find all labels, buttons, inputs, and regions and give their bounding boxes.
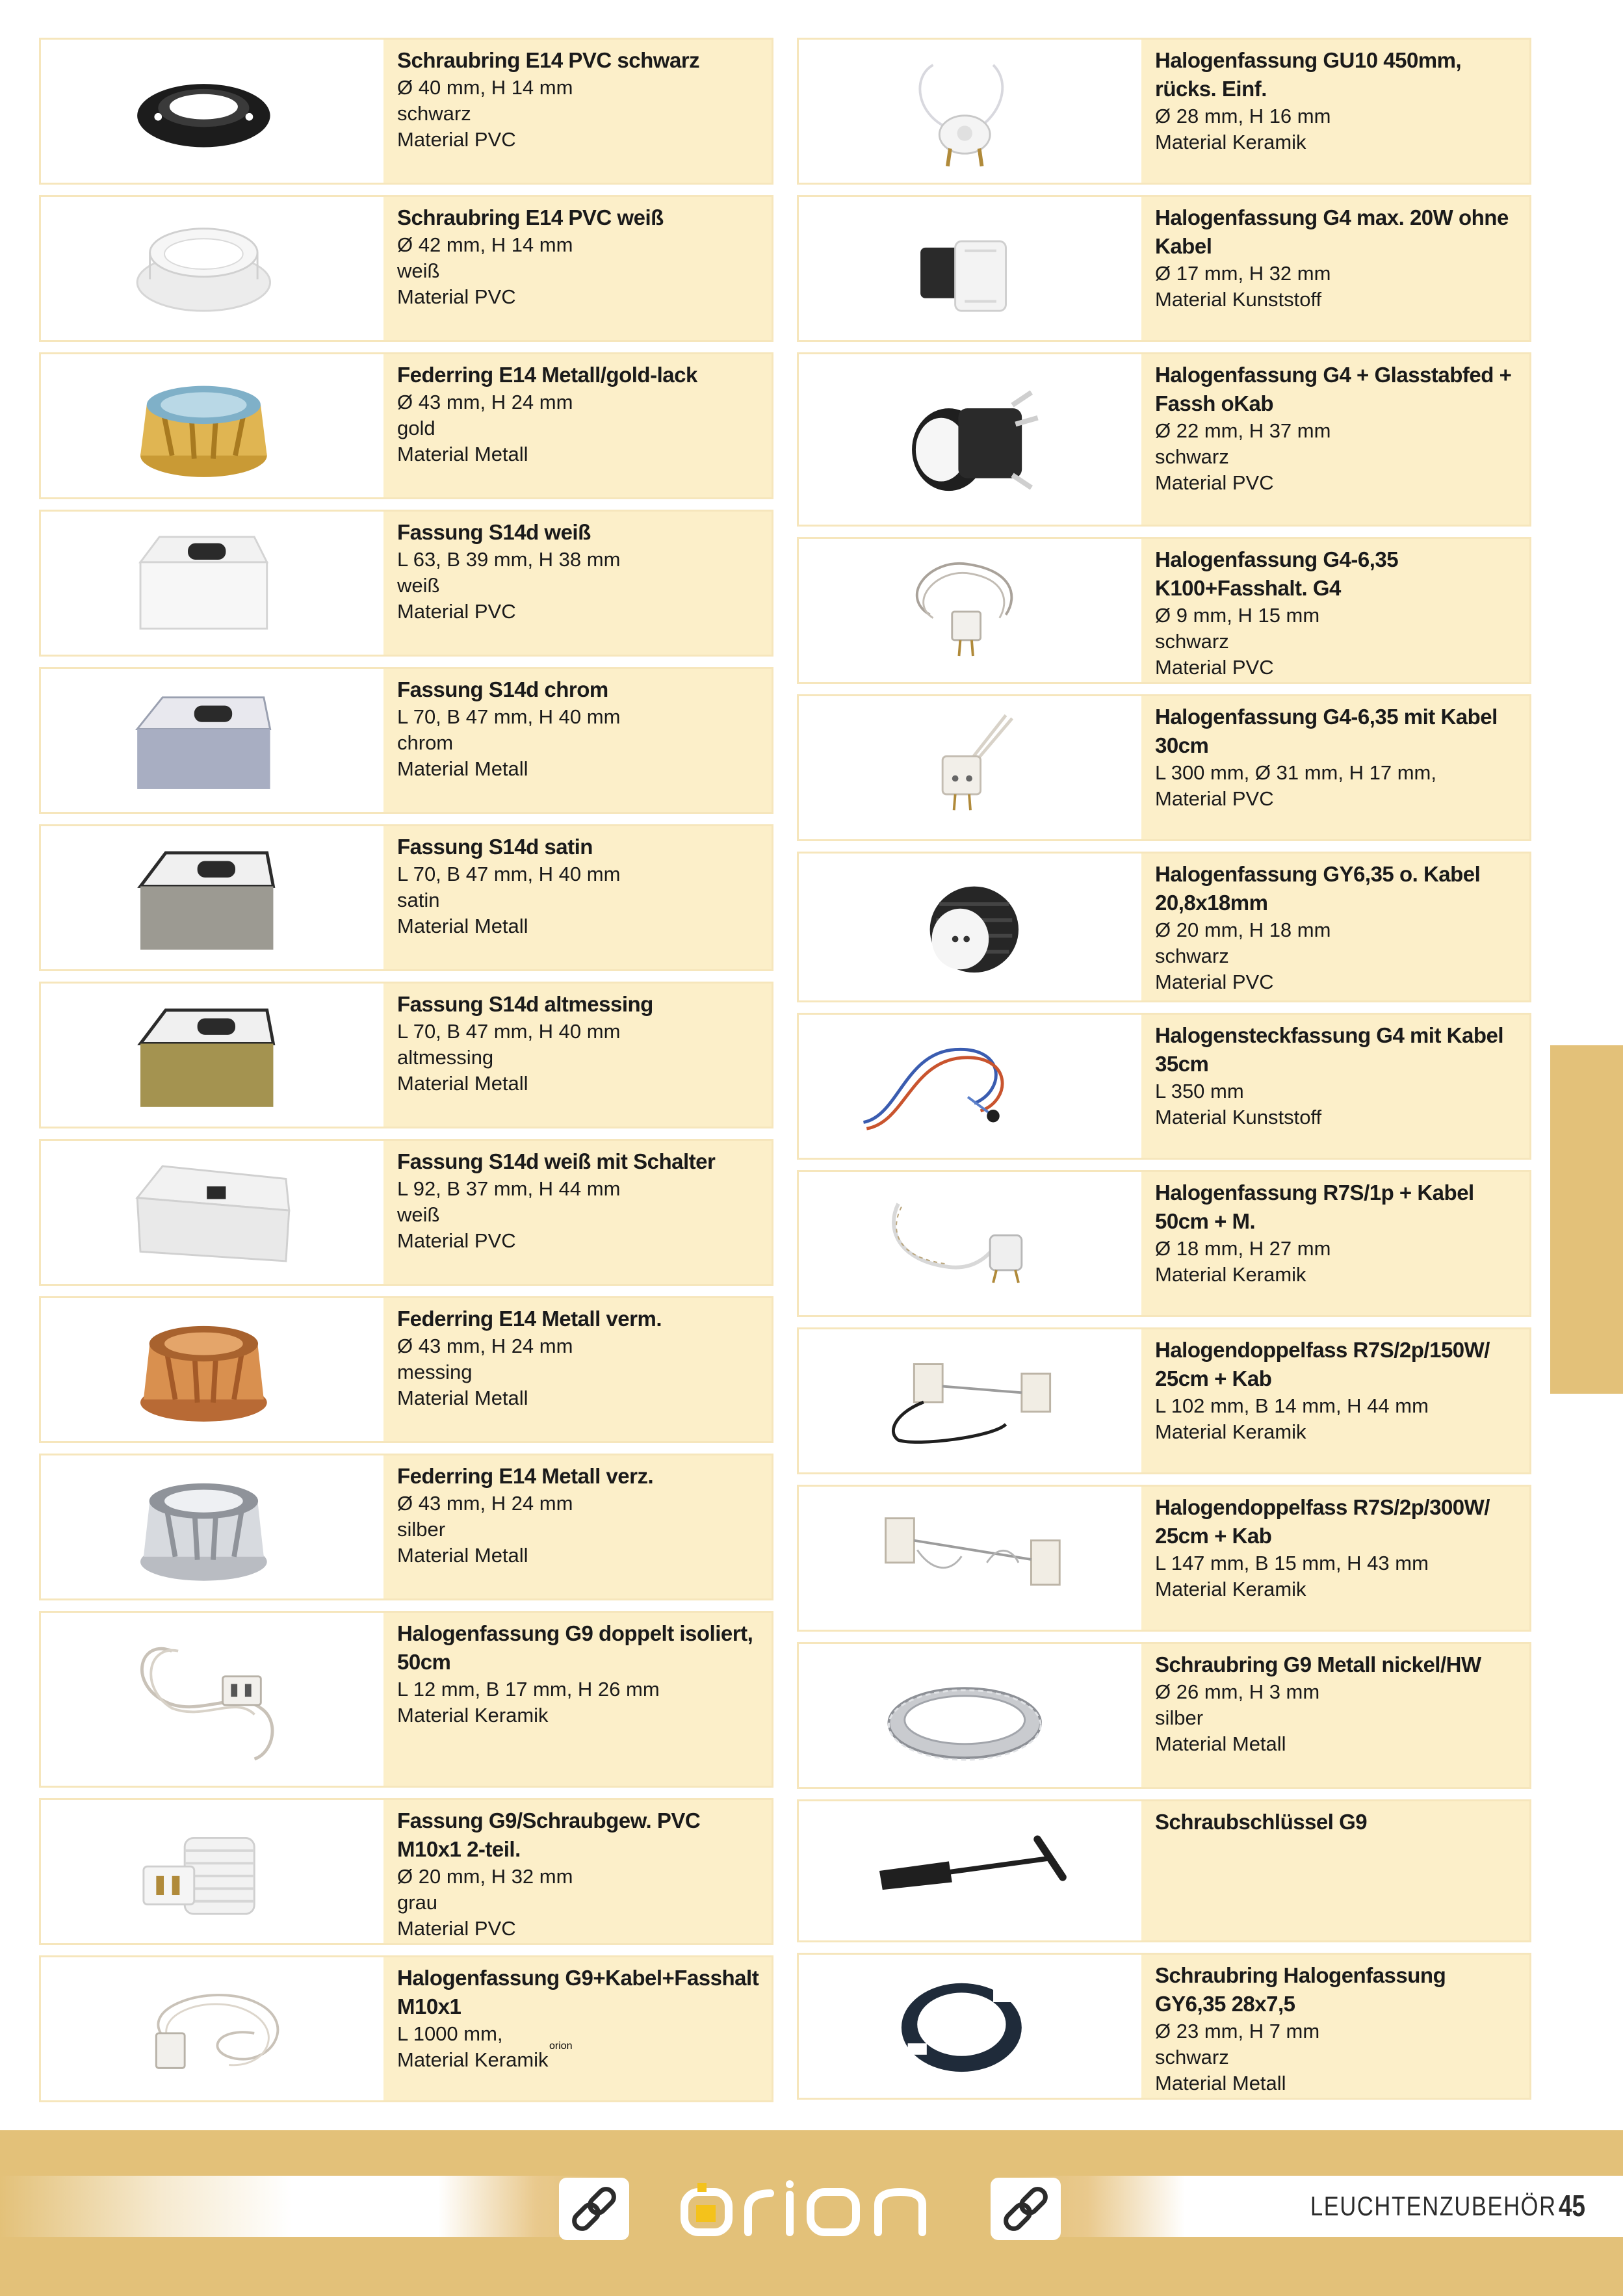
product-image: [41, 512, 383, 655]
product-material: Material Kunststoff: [1155, 288, 1322, 311]
product-dimensions: L 147 mm, B 15 mm, H 43 mm: [1155, 1552, 1429, 1574]
product-card[interactable]: [39, 1296, 773, 1443]
product-color: weiß: [397, 574, 440, 597]
product-card[interactable]: [797, 38, 1531, 185]
product-color: satin: [397, 889, 440, 911]
product-card[interactable]: [797, 1485, 1531, 1632]
g9-cable-socket-icon: [41, 1613, 383, 1786]
product-name: Fassung G9/Schraubgew. PVC M10x1 2-teil.: [397, 1808, 701, 1861]
product-image: [41, 669, 383, 812]
product-color: chrom: [397, 731, 454, 754]
product-card[interactable]: [39, 1955, 773, 2102]
product-color: grau: [397, 1891, 438, 1914]
product-color: weiß: [397, 1203, 440, 1226]
product-color: gold: [397, 417, 435, 439]
product-image: [41, 984, 383, 1127]
product-material: Material PVC: [397, 1229, 516, 1252]
g9-metal-ring-icon: [799, 1644, 1141, 1787]
copper-spring-ring-icon: [41, 1298, 383, 1441]
product-name: Schraubring Halogenfassung GY6,35 28x7,5: [1155, 1963, 1446, 2016]
product-card[interactable]: [797, 1953, 1531, 2100]
product-name: Federring E14 Metall verz.: [397, 1464, 654, 1488]
product-name: Fassung S14d altmessing: [397, 992, 653, 1016]
chain-link-icon: [559, 2178, 629, 2240]
product-card[interactable]: [797, 1642, 1531, 1789]
product-name: Halogenfassung G4-6,35 K100+Fasshalt. G4: [1155, 547, 1399, 600]
white-socket-switch-icon: [41, 1141, 383, 1284]
product-name: Schraubring E14 PVC schwarz: [397, 48, 700, 72]
product-material: Material Metall: [1155, 2072, 1286, 2094]
product-dimensions: Ø 40 mm, H 14 mm: [397, 76, 573, 99]
footer-band-top: [0, 2130, 1623, 2176]
product-card[interactable]: [797, 852, 1531, 1002]
product-dimensions: Ø 18 mm, H 27 mm: [1155, 1237, 1331, 1260]
gy635-ring-icon: [799, 1955, 1141, 2098]
product-material: Material Metall: [1155, 1732, 1286, 1755]
product-image: [799, 854, 1141, 1000]
product-image: [41, 40, 383, 183]
product-card[interactable]: [39, 1454, 773, 1600]
product-color: schwarz: [1155, 445, 1229, 468]
g4-cable-socket-icon: [799, 539, 1141, 682]
product-image: [799, 40, 1141, 183]
product-dimensions: Ø 28 mm, H 16 mm: [1155, 105, 1331, 127]
product-dimensions: L 300 mm, Ø 31 mm, H 17 mm,: [1155, 761, 1436, 784]
product-name: Halogenfassung GU10 450mm, rücks. Einf.: [1155, 48, 1462, 101]
product-card[interactable]: [797, 195, 1531, 342]
chain-link-icon: [991, 2178, 1061, 2240]
product-material: Material Keramik: [1155, 1263, 1306, 1286]
product-color: weiß: [397, 259, 440, 282]
g4-socket-icon: [799, 197, 1141, 340]
product-image: [41, 1613, 383, 1786]
product-image: [41, 1298, 383, 1441]
product-image: [799, 1487, 1141, 1630]
product-name: Schraubring G9 Metall nickel/HW: [1155, 1652, 1481, 1676]
product-image: [799, 1329, 1141, 1472]
product-material: Material Kunststoff: [1155, 1106, 1322, 1128]
product-dimensions: L 92, B 37 mm, H 44 mm: [397, 1177, 621, 1200]
product-material: Material PVC: [1155, 971, 1274, 993]
product-material: Material PVC: [397, 600, 516, 623]
product-dimensions: L 350 mm: [1155, 1080, 1244, 1102]
product-name: Fassung S14d satin: [397, 835, 593, 859]
product-image: [799, 354, 1141, 525]
product-dimensions: Ø 23 mm, H 7 mm: [1155, 2020, 1320, 2042]
black-ring-icon: [41, 40, 383, 183]
product-material: Material Keramik: [397, 2048, 549, 2071]
product-dimensions: Ø 17 mm, H 32 mm: [1155, 262, 1331, 285]
product-material: Material Metall: [397, 1072, 528, 1095]
product-card[interactable]: [797, 1799, 1531, 1942]
product-card[interactable]: [39, 667, 773, 814]
product-dimensions: L 70, B 47 mm, H 40 mm: [397, 1020, 621, 1043]
product-image: [799, 1955, 1141, 2098]
product-dimensions: L 70, B 47 mm, H 40 mm: [397, 705, 621, 728]
g9-wrench-icon: [799, 1801, 1141, 1940]
product-card[interactable]: [39, 824, 773, 971]
product-material: Material Metall: [397, 1544, 528, 1567]
product-color: schwarz: [1155, 945, 1229, 967]
product-name: Schraubschlüssel G9: [1155, 1810, 1368, 1834]
product-dimensions: Ø 26 mm, H 3 mm: [1155, 1680, 1320, 1703]
product-image: [41, 826, 383, 969]
product-card[interactable]: [39, 1139, 773, 1286]
product-dimensions: Ø 43 mm, H 24 mm: [397, 1492, 573, 1515]
product-name: Halogenfassung R7S/1p + Kabel 50cm + M.: [1155, 1181, 1474, 1233]
g9-long-cable-icon: [41, 1957, 383, 2100]
product-image: [799, 539, 1141, 682]
r7s-single-icon: [799, 1172, 1141, 1315]
product-image: [799, 696, 1141, 839]
product-image: [799, 1644, 1141, 1787]
product-image: [41, 1141, 383, 1284]
silver-spring-ring-icon: [41, 1455, 383, 1598]
g4-plug-cable-icon: [799, 1015, 1141, 1158]
product-name: Fassung S14d chrom: [397, 677, 608, 701]
product-image: [41, 1957, 383, 2100]
product-name: Halogenfassung G9+Kabel+Fasshalt M10x1: [397, 1966, 759, 2018]
product-name: Federring E14 Metall verm.: [397, 1307, 662, 1331]
product-image: [41, 197, 383, 340]
product-card[interactable]: [39, 510, 773, 657]
product-image: [799, 1172, 1141, 1315]
product-name: Fassung S14d weiß mit Schalter: [397, 1149, 716, 1173]
brand-name: orion: [549, 2041, 573, 2052]
product-card[interactable]: [39, 352, 773, 499]
product-material: Material Metall: [397, 757, 528, 780]
product-material: Material Keramik: [1155, 1578, 1306, 1600]
product-dimensions: Ø 20 mm, H 32 mm: [397, 1865, 573, 1888]
product-color: silber: [1155, 1706, 1204, 1729]
product-name: Schraubring E14 PVC weiß: [397, 205, 664, 229]
product-dimensions: Ø 22 mm, H 37 mm: [1155, 419, 1331, 442]
product-name: Halogenfassung G4-6,35 mit Kabel 30cm: [1155, 705, 1498, 757]
product-dimensions: Ø 20 mm, H 18 mm: [1155, 919, 1331, 941]
section-side-tab: [1550, 1045, 1623, 1394]
product-card[interactable]: [797, 537, 1531, 684]
product-name: Halogendoppelfass R7S/2p/150W/ 25cm + Kab: [1155, 1338, 1490, 1390]
product-dimensions: L 63, B 39 mm, H 38 mm: [397, 548, 621, 571]
product-color: silber: [397, 1518, 446, 1541]
product-dimensions: Ø 43 mm, H 24 mm: [397, 391, 573, 413]
brass-socket-icon: [41, 984, 383, 1127]
product-image: [799, 197, 1141, 340]
product-color: schwarz: [397, 102, 471, 125]
product-name: Halogenfassung G4 max. 20W ohne Kabel: [1155, 205, 1509, 258]
product-material: Material Keramik: [397, 1704, 549, 1727]
product-color: messing: [397, 1361, 473, 1383]
product-material: Material Metall: [397, 1387, 528, 1409]
product-image: [799, 1801, 1141, 1940]
white-ring-icon: [41, 197, 383, 340]
product-material: Material PVC: [1155, 656, 1274, 679]
g4-ceramic-cable-icon: [799, 696, 1141, 839]
gy635-socket-icon: [799, 854, 1141, 1000]
product-color: schwarz: [1155, 630, 1229, 653]
brand-logo: [549, 2041, 939, 2239]
product-image: [799, 1015, 1141, 1158]
product-dimensions: L 12 mm, B 17 mm, H 26 mm: [397, 1678, 660, 1701]
product-dimensions: L 70, B 47 mm, H 40 mm: [397, 863, 621, 885]
product-card[interactable]: [39, 982, 773, 1128]
product-card[interactable]: [39, 1611, 773, 1788]
product-card[interactable]: [797, 694, 1531, 841]
product-card[interactable]: [39, 38, 773, 185]
product-name: Halogendoppelfass R7S/2p/300W/ 25cm + Kab: [1155, 1495, 1490, 1548]
product-color: altmessing: [397, 1046, 494, 1069]
product-name: Halogensteckfassung G4 mit Kabel 35cm: [1155, 1023, 1503, 1076]
product-card[interactable]: [797, 1327, 1531, 1474]
product-name: Halogenfassung G9 doppelt isoliert, 50cm: [397, 1621, 753, 1674]
product-material: Material PVC: [397, 1917, 516, 1940]
product-material: Material Keramik: [1155, 1420, 1306, 1443]
product-card[interactable]: [797, 352, 1531, 527]
white-socket-icon: [41, 512, 383, 655]
product-card[interactable]: [797, 1013, 1531, 1160]
product-color: schwarz: [1155, 2046, 1229, 2068]
product-image: [41, 1800, 383, 1943]
page-number: 45: [1559, 2189, 1585, 2223]
gu10-socket-icon: [799, 40, 1141, 183]
g4-glass-holder-icon: [799, 354, 1141, 525]
product-name: Federring E14 Metall/gold-lack: [397, 363, 697, 387]
chrome-socket-icon: [41, 669, 383, 812]
product-name: Fassung S14d weiß: [397, 520, 591, 544]
product-dimensions: L 1000 mm,: [397, 2022, 503, 2045]
footer-band-bottom: [0, 2237, 1623, 2296]
product-material: Material Keramik: [1155, 131, 1306, 153]
product-material: Material PVC: [397, 128, 516, 151]
product-material: Material PVC: [397, 285, 516, 308]
product-card[interactable]: [39, 195, 773, 342]
r7s-double-300-icon: [799, 1487, 1141, 1630]
product-material: Material Metall: [397, 443, 528, 465]
product-card[interactable]: [39, 1798, 773, 1945]
product-material: Material Metall: [397, 915, 528, 937]
r7s-double-150-icon: [799, 1329, 1141, 1472]
product-material: Material PVC: [1155, 471, 1274, 494]
product-name: Halogenfassung GY6,35 o. Kabel 20,8x18mm: [1155, 862, 1481, 915]
product-image: [41, 354, 383, 497]
product-material: Material PVC: [1155, 787, 1274, 810]
satin-socket-icon: [41, 826, 383, 969]
gold-spring-ring-icon: [41, 354, 383, 497]
product-dimensions: Ø 9 mm, H 15 mm: [1155, 604, 1320, 627]
product-dimensions: Ø 42 mm, H 14 mm: [397, 233, 573, 256]
product-dimensions: Ø 43 mm, H 24 mm: [397, 1335, 573, 1357]
product-card[interactable]: [797, 1170, 1531, 1317]
product-name: Halogenfassung G4 + Glasstabfed + Fassh oKab: [1155, 363, 1512, 415]
product-dimensions: L 102 mm, B 14 mm, H 44 mm: [1155, 1394, 1429, 1417]
section-title: LEUCHTENZUBEHÖR: [1310, 2191, 1557, 2221]
g9-threaded-socket-icon: [41, 1800, 383, 1943]
product-image: [41, 1455, 383, 1598]
